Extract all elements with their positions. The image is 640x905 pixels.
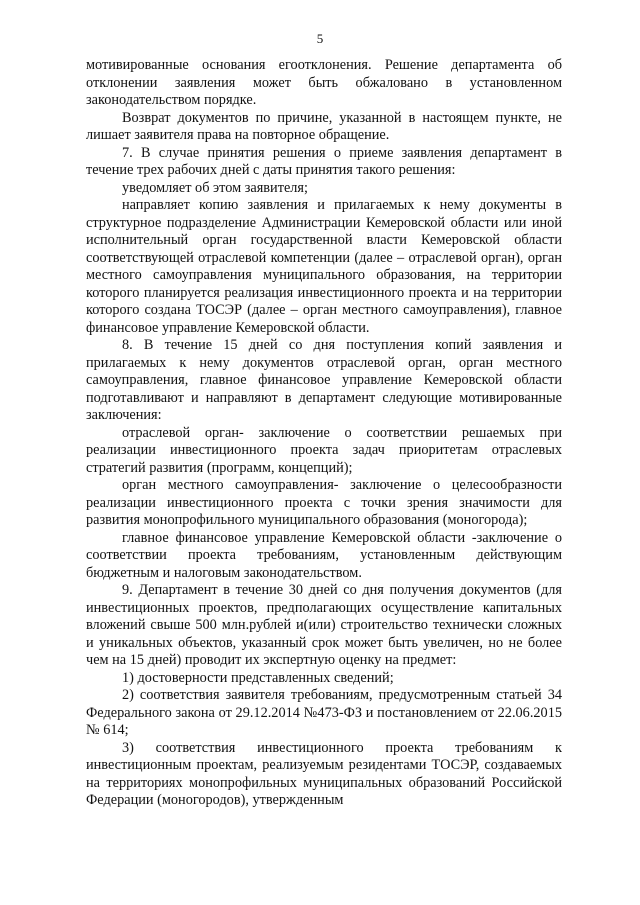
paragraph-send-copies: направляет копию заявления и прилагаемых к нему документы в структурное подразделение Администрации Кемеровской области или иной исполнительный орган государственной власти Кемеровской области соответствующей отраслевой компетенции (далее – отраслевой орган), орган местного самоуправления муниципального образования, на территории которого планируется реализация инвестиционного проекта и на территории которого создана ТОСЭР (далее – орган местного самоуправления), главное финансовое управление Кемеровской области. [86,197,562,336]
page-number: 5 [316,31,324,46]
paragraph-notify-applicant: уведомляет об этом заявителя; [122,179,308,196]
paragraph-return-of-documents: Возврат документов по причине, указанной в настоящем пункте, не лишает заявителя права на повторное обращение. [86,109,562,143]
paragraph-continuation: мотивированные основания егоотклонения. Решение департамента об отклонении заявления может быть обжаловано в установленном законодательством порядке. [86,57,562,108]
paragraph-sector-body-conclusion: отраслевой орган- заключение о соответствии решаемых при реализации инвестиционного проекта задач приоритетам отраслевых стратегий развития (программ, концепций); [86,424,562,476]
paragraph-local-government-conclusion: орган местного самоуправления- заключение о целесообразности реализации инвестиционного проекта с точки зрения значимости для развития монопрофильного муниципального образования (моногорода); [86,477,562,528]
paragraph-item-7: 7. В случае принятия решения о приеме заявления департамент в течение трех рабочих дней с даты принятия такого решения: [86,144,562,178]
paragraph-item-9: 9. Департамент в течение 30 дней со дня получения документов (для инвестиционных проектов, предполагающих осуществление капитальных вложений свыше 500 млн.рублей и(или) строительство технически сложных и уникальных объектов, указанный срок может быть увеличен, но не более чем на 15 дней) проводит их экспертную оценку на предмет: [86,582,562,668]
paragraph-subitem-2: 2) соответствия заявителя требованиям, предусмотренным статьей 34 Федерального закона от 29.12.2014 №473-ФЗ и постановлением от 22.06.2015 № 614; [86,687,562,738]
paragraph-subitem-3: 3) соответствия инвестиционного проекта требованиям к инвестиционным проектам, реализуемым резидентами ТОСЭР, создаваемых на территориях монопрофильных муниципальных образований Российской Федерации (моногородов), утвержденным [86,739,562,808]
paragraph-item-8: 8. В течение 15 дней со дня поступления копий заявления и прилагаемых к нему документов отраслевой орган, орган местного самоуправления, главное финансовое управление Кемеровской области подготавливают и направляют в департамент следующие мотивированные заключения: [86,337,562,423]
paragraph-subitem-1: 1) достоверности представленных сведений; [122,669,394,686]
paragraph-finance-conclusion: главное финансовое управление Кемеровской области -заключение о соответствии проекта требованиям, установленным действующим бюджетным и налоговым законодательством. [86,529,562,581]
document-body [86,57,562,810]
